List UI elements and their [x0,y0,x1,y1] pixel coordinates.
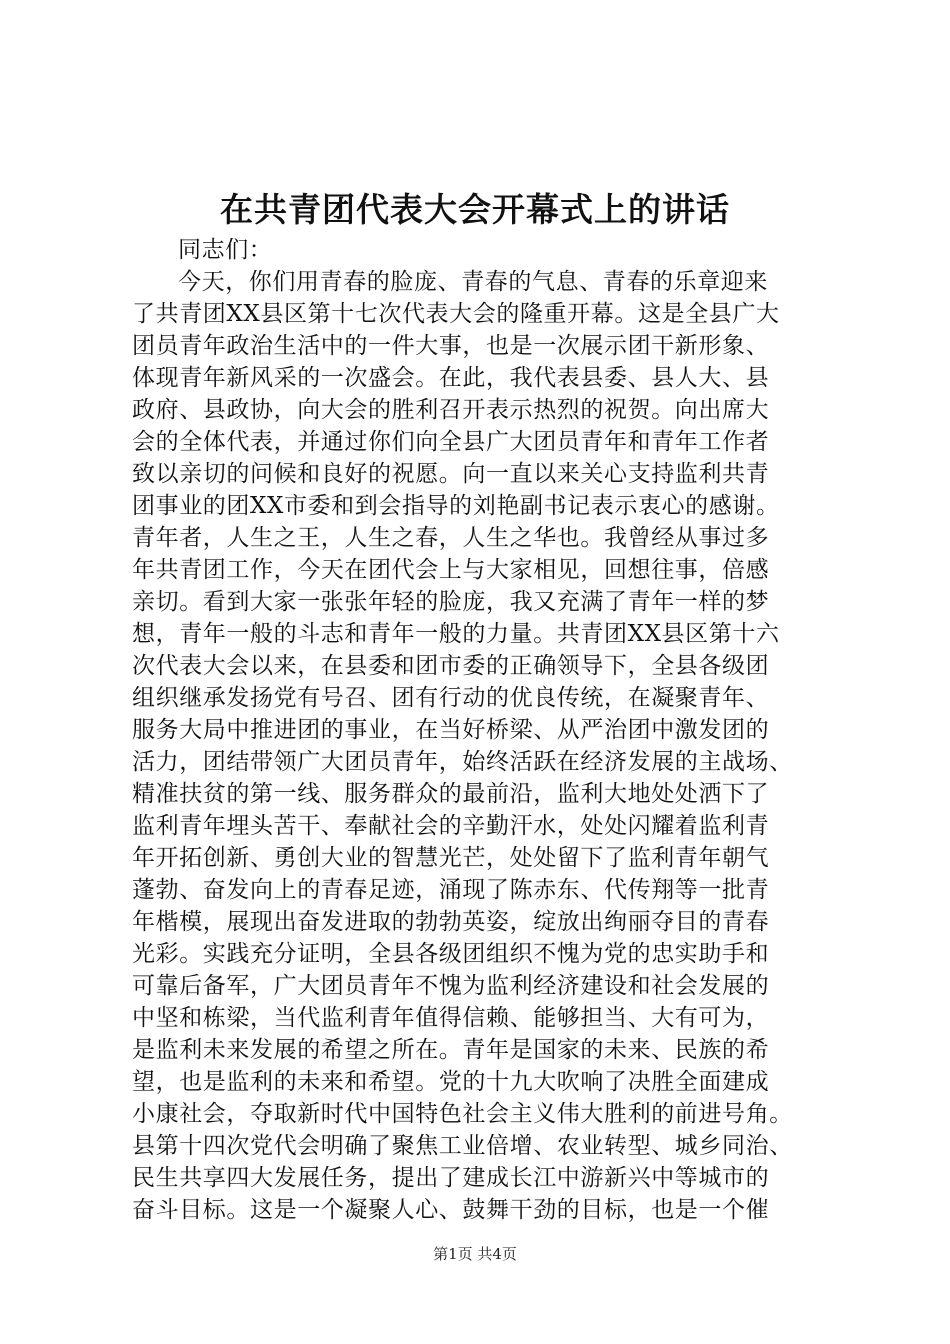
text-line: 今天，你们用青春的脸庞、青春的气息、青春的乐章迎来 [178,269,768,295]
page-footer: 第1页 共4页 [433,1245,517,1263]
text-line: 次代表大会以来，在县委和团市委的正确领导下，全县各级团 [132,653,770,679]
text-line: 光彩。实践充分证明，全县各级团组织不愧为党的忠实助手和 [132,941,770,967]
text-line: 年开拓创新、勇创大业的智慧光芒，处处留下了监利青年朝气 [132,845,770,871]
greeting-line: 同志们： [178,237,273,263]
text-line: 年共青团工作，今天在团代会上与大家相见，回想往事，倍感 [132,557,770,583]
text-line: 活力，团结带领广大团员青年，始终活跃在经济发展的主战场、 [132,749,793,775]
text-line: 县第十四次党代会明确了聚焦工业倍增、农业转型、城乡同治、 [132,1133,793,1159]
text-line: 年楷模，展现出奋发进取的勃勃英姿，绽放出绚丽夺目的青春 [132,909,770,935]
document-title: 在共青团代表大会开幕式上的讲话 [220,190,730,229]
text-line: 小康社会，夺取新时代中国特色社会主义伟大胜利的前进号角。 [132,1101,793,1127]
text-line: 政府、县政协，向大会的胜利召开表示热烈的祝贺。向出席大 [132,397,770,423]
text-line: 精准扶贫的第一线、服务群众的最前沿，监利大地处处洒下了 [132,781,770,807]
text-line: 是监利未来发展的希望之所在。青年是国家的未来、民族的希 [132,1037,770,1063]
text-line: 青年者，人生之王，人生之春，人生之华也。我曾经从事过多 [132,525,770,551]
text-line: 服务大局中推进团的事业，在当好桥梁、从严治团中激发团的 [132,717,770,743]
text-line: 可靠后备军，广大团员青年不愧为监利经济建设和社会发展的 [132,973,770,999]
document-body [132,234,832,1226]
text-line: 团事业的团XX市委和到会指导的刘艳副书记表示衷心的感谢。 [132,493,780,519]
text-line: 奋斗目标。这是一个凝聚人心、鼓舞干劲的目标，也是一个催 [132,1197,770,1223]
text-line: 蓬勃、奋发向上的青春足迹，涌现了陈赤东、代传翔等一批青 [132,877,770,903]
text-line: 了共青团XX县区第十七次代表大会的隆重开幕。这是全县广大 [132,301,780,327]
text-line: 致以亲切的问候和良好的祝愿。向一直以来关心支持监利共青 [132,461,770,487]
text-line: 体现青年新风采的一次盛会。在此，我代表县委、县人大、县 [132,365,770,391]
text-line: 团员青年政治生活中的一件大事，也是一次展示团干新形象、 [132,333,770,359]
text-line: 监利青年埋头苦干、奉献社会的辛勤汗水，处处闪耀着监利青 [132,813,770,839]
text-line: 望，也是监利的未来和希望。党的十九大吹响了决胜全面建成 [132,1069,770,1095]
text-line: 想，青年一般的斗志和青年一般的力量。共青团XX县区第十六 [132,621,780,647]
text-line: 亲切。看到大家一张张年轻的脸庞，我又充满了青年一样的梦 [132,589,770,615]
text-line: 中坚和栋梁，当代监利青年值得信赖、能够担当、大有可为， [132,1005,770,1031]
text-line: 组织继承发扬党有号召、团有行动的优良传统，在凝聚青年、 [132,685,770,711]
text-line: 会的全体代表，并通过你们向全县广大团员青年和青年工作者 [132,429,770,455]
text-line: 民生共享四大发展任务，提出了建成长江中游新兴中等城市的 [132,1165,770,1191]
